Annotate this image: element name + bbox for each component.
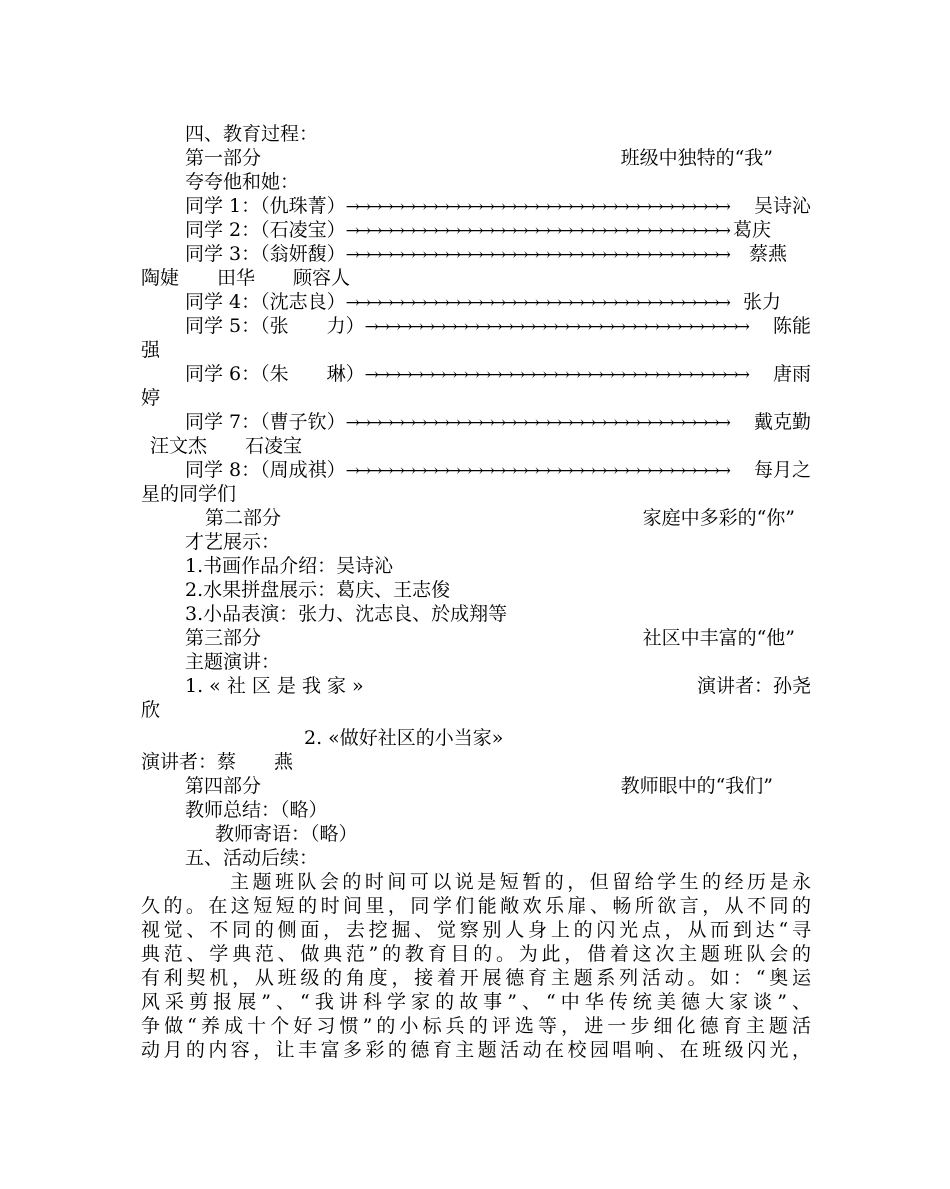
arrow-line: →→→→→→→→→→→→→→→→→→→→→→→→→→→→→→→→→→: [345, 221, 728, 241]
arrow-line: →→→→→→→→→→→→→→→→→→→→→→→→→→→→→→→→→→: [364, 365, 747, 385]
paragraph-line: 争做“养成十个好习惯”的小标兵的评选等，进一步细化德育主题活: [141, 1015, 811, 1037]
student-label: 同学 4：（沈志良）: [185, 291, 346, 313]
student-row-3: [185, 242, 811, 266]
student-target: 陈能: [772, 315, 811, 337]
paragraph-line: 主题班队会的时间可以说是短暂的，但留给学生的经历是永: [230, 871, 811, 893]
talent-heading: 才艺展示：: [185, 531, 281, 553]
teacher-summary: 教师总结：（略）: [185, 799, 328, 821]
student-row-1: [185, 194, 811, 218]
arrow-line: →→→→→→→→→→→→→→→→→→→→→→→→→→→→→→→→→→: [345, 197, 728, 217]
paragraph-line: 风采剪报展”、“我讲科学家的故事”、“中华传统美德大家谈”、: [141, 991, 811, 1013]
student-label: 同学 2：（石凌宝）: [185, 219, 346, 241]
talent-item-2: 2.水果拼盘展示：葛庆、王志俊: [185, 579, 451, 601]
part3-label: 第三部分: [185, 627, 262, 649]
student-label: 同学 8：（周成祺）: [185, 459, 346, 481]
student-continuation: 汪文杰 石凌宝: [150, 435, 303, 457]
student-label: 同学 1：（仇珠菁）: [185, 195, 346, 217]
student-continuation: 强: [141, 339, 161, 361]
section4-heading: 四、教育过程：: [185, 123, 319, 145]
student-continuation: 星的同学们: [141, 483, 237, 505]
student-target: 每月之: [753, 459, 811, 481]
part3-row: [185, 626, 811, 650]
speech-2-title: 2. «做好社区的小当家»: [304, 727, 504, 749]
paragraph-line: 久的。在这短短的时间里，同学们能敞欢乐扉、畅所欲言，从不同的: [141, 895, 811, 917]
speech-2-speaker: 演讲者：蔡 燕: [141, 751, 294, 773]
student-row-5: [185, 314, 811, 338]
student-row-6: [185, 362, 811, 386]
part2-title: 家庭中多彩的“你”: [642, 507, 795, 529]
part2-label: 第二部分: [205, 507, 282, 529]
paragraph-line: 视觉、不同的侧面，去挖掘、觉察别人身上的闪光点，从而到达“寻: [141, 919, 811, 941]
section5-heading: 五、活动后续：: [185, 847, 319, 869]
arrow-line: →→→→→→→→→→→→→→→→→→→→→→→→→→→→→→→→→→: [364, 317, 747, 337]
paragraph-line: 典范、学典范、做典范”的教育目的。为此，借着这次主题班队会的: [141, 943, 811, 965]
student-row-8: [185, 458, 811, 482]
speech-1-row: [185, 674, 811, 698]
student-target: 张力: [742, 291, 781, 313]
student-label: 同学 6：（朱 琳）: [185, 363, 365, 385]
student-row-2: [185, 218, 811, 242]
student-target: 唐雨: [772, 363, 811, 385]
part1-label: 第一部分: [185, 147, 262, 169]
teacher-words: 教师寄语：（略）: [215, 823, 358, 845]
part1-row: [185, 146, 811, 170]
student-row-7: [185, 410, 811, 434]
part1-title: 班级中独特的“我”: [620, 147, 773, 169]
student-row-4: [185, 290, 811, 314]
student-target: 吴诗沁: [753, 195, 811, 217]
student-target: 戴克勤: [753, 411, 811, 433]
student-label: 同学 3：（翁妍馥）: [185, 243, 346, 265]
student-label: 同学 7：（曹子钦）: [185, 411, 346, 433]
student-continuation: 陶婕 田华 顾容人: [141, 267, 351, 289]
speech-1-continuation: 欣: [141, 699, 161, 721]
student-label: 同学 5：（张 力）: [185, 315, 365, 337]
talent-item-3: 3.小品表演：张力、沈志良、於成翔等: [185, 603, 508, 625]
student-target: 葛庆: [732, 219, 771, 241]
part4-row: [185, 774, 811, 798]
speech-heading: 主题演讲：: [185, 651, 281, 673]
paragraph-line: 有利契机，从班级的角度，接着开展德育主题系列活动。如：“奥运: [141, 967, 811, 989]
part4-title: 教师眼中的“我们”: [620, 775, 773, 797]
part3-title: 社区中丰富的“他”: [642, 627, 795, 649]
talent-item-1: 1.书画作品介绍：吴诗沁: [185, 555, 394, 577]
part4-label: 第四部分: [185, 775, 262, 797]
part2-row: [205, 506, 811, 530]
arrow-line: →→→→→→→→→→→→→→→→→→→→→→→→→→→→→→→→→→: [345, 245, 728, 265]
arrow-line: →→→→→→→→→→→→→→→→→→→→→→→→→→→→→→→→→→: [345, 461, 728, 481]
arrow-line: →→→→→→→→→→→→→→→→→→→→→→→→→→→→→→→→→→: [345, 413, 728, 433]
student-continuation: 婷: [141, 387, 161, 409]
speech-1-speaker: 演讲者：孙尧: [696, 675, 811, 697]
praise-heading: 夸夸他和她：: [185, 171, 300, 193]
paragraph-line: 动月的内容，让丰富多彩的德育主题活动在校园唱响、在班级闪光，: [141, 1039, 811, 1061]
student-target: 蔡燕: [748, 243, 787, 265]
speech-1-title: 1. « 社 区 是 我 家 »: [185, 675, 364, 697]
arrow-line: →→→→→→→→→→→→→→→→→→→→→→→→→→→→→→→→→→: [345, 293, 728, 313]
